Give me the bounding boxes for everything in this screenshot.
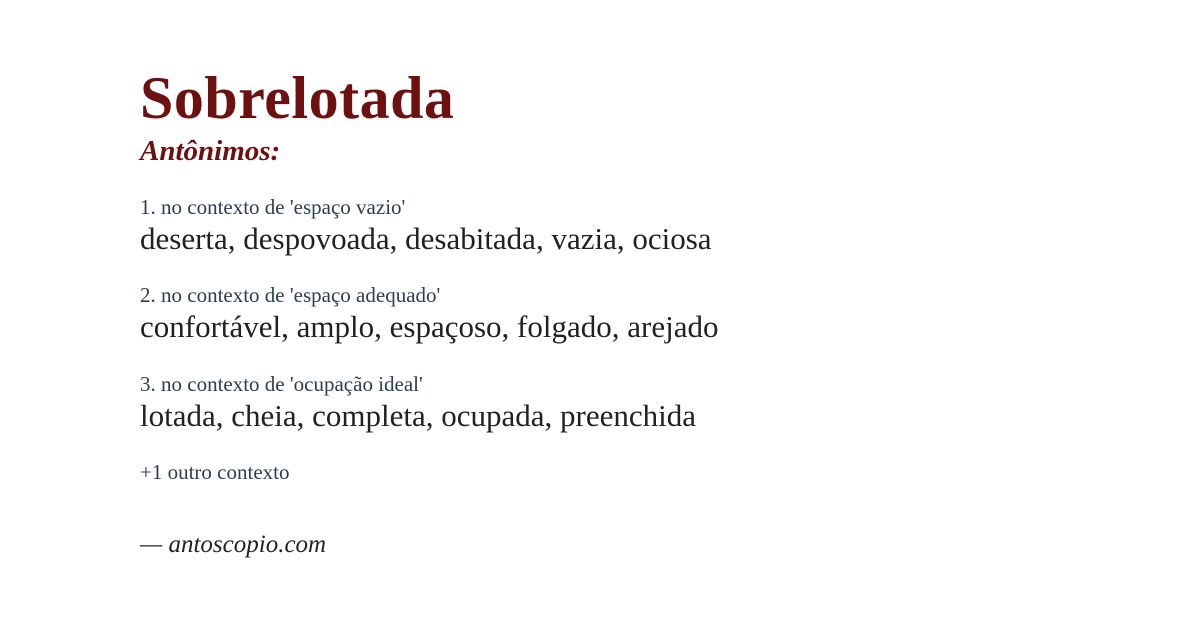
context-label-1: 1. no contexto de 'espaço vazio' <box>140 194 406 219</box>
more-contexts-link[interactable]: +1 outro contexto <box>140 459 290 484</box>
antonyms-section-heading: Antônimos: <box>140 135 281 167</box>
attribution: — antoscopio.com <box>140 531 327 559</box>
context-block-1 <box>140 195 1140 257</box>
context-label-3: 3. no contexto de 'ocupação ideal' <box>140 371 423 396</box>
context-label-2: 2. no contexto de 'espaço adequado' <box>140 283 441 308</box>
context-block-2 <box>140 283 1140 345</box>
context-block-3 <box>140 372 1140 434</box>
antonym-list-2: confortável, amplo, espaçoso, folgado, arejado <box>140 309 719 345</box>
page-title: Sobrelotada <box>140 65 455 131</box>
antonym-list-1: deserta, despovoada, desabitada, vazia, ociosa <box>140 220 712 256</box>
antonym-list-3: lotada, cheia, completa, ocupada, preenchida <box>140 397 697 433</box>
